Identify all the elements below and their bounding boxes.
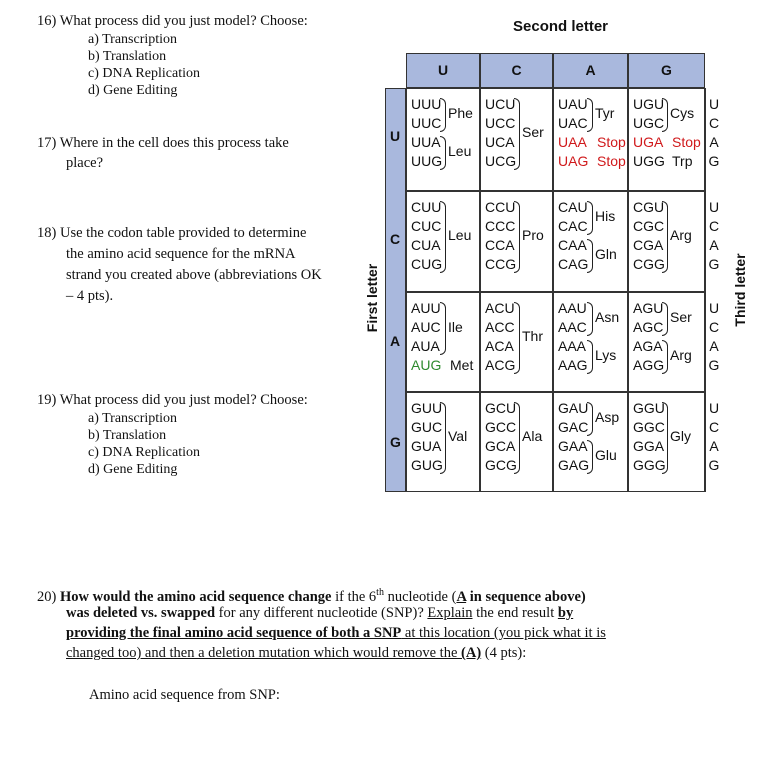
codon: AGU [633, 300, 664, 316]
codon-group-brace [514, 402, 520, 474]
codon: CAU [558, 199, 588, 215]
q20-number: 20) [37, 588, 57, 605]
third-letter-u: U [708, 300, 720, 316]
codon: CUU [411, 199, 442, 215]
amino-acid-label: Asn [595, 309, 620, 325]
q16-number: 16) [37, 13, 57, 29]
codon: CAC [558, 218, 588, 234]
q16-option-d[interactable]: d) Gene Editing [88, 83, 178, 98]
q19-option-d[interactable]: d) Gene Editing [88, 462, 178, 477]
amino-acid-label: Arg [670, 227, 692, 243]
codon-group-brace [440, 201, 446, 273]
codon-group-brace [440, 302, 446, 355]
codon: CAA [558, 237, 587, 253]
codon-group-brace [662, 201, 668, 273]
codon: UCA [485, 134, 515, 150]
q17-number: 17) [37, 135, 57, 151]
amino-acid-label: Lys [595, 347, 617, 363]
third-letter-g: G [708, 153, 720, 169]
codon: UCG [485, 153, 517, 169]
q20-line1 [37, 584, 586, 606]
codon-group-brace [514, 302, 520, 374]
codon: UGC [633, 115, 665, 131]
q20-bold-lead: How would the amino acid sequence change [59, 588, 332, 605]
codon: UUU [411, 96, 442, 112]
q16-option-b[interactable]: b) Translation [88, 49, 167, 64]
codon: ACA [485, 338, 514, 354]
amino-acid-label: Thr [522, 328, 543, 344]
q20-remove-a: (A) [461, 645, 482, 661]
q19-options [88, 410, 200, 478]
third-letter-u: U [708, 199, 720, 215]
second-letter-label: Second letter [513, 18, 609, 35]
q20-text-a: if the 6 [331, 588, 377, 605]
codon: UGG [633, 153, 665, 169]
codon: GUA [411, 438, 442, 454]
q19-option-c[interactable]: c) DNA Replication [88, 445, 200, 460]
codon-group-brace [587, 340, 593, 374]
amino-acid-label: Pro [522, 227, 544, 243]
amino-acid-label: Leu [448, 143, 472, 159]
codon: GUG [411, 457, 443, 473]
third-letter-g: G [708, 357, 720, 373]
third-letter-label: Third letter [732, 253, 748, 327]
amino-acid-label: Ala [522, 428, 543, 444]
third-letter-c: C [708, 319, 720, 335]
third-letter-u: U [708, 400, 720, 416]
amino-acid-label: Asp [595, 409, 620, 425]
q20-deleted-vs-swapped: was deleted vs. swapped [66, 605, 216, 621]
amino-acid-label: Trp [672, 153, 693, 169]
codon: CCC [485, 218, 516, 234]
row-header-g: G [390, 434, 401, 450]
codon: UAA [558, 134, 587, 150]
q20-text-d: in sequence above) [466, 588, 586, 605]
q20-by: by [557, 605, 574, 621]
q20-points: (4 pts): [481, 645, 527, 661]
codon: UUC [411, 115, 442, 131]
col-header-u: U [406, 53, 480, 88]
amino-acid-label: Ser [670, 309, 692, 325]
third-letter-g: G [708, 256, 720, 272]
third-letter-u: U [708, 96, 720, 112]
q18-line3: strand you created above (abbreviations OK [66, 267, 322, 283]
amino-acid-label: Stop [597, 134, 626, 150]
q20-explain: Explain [427, 605, 473, 621]
q20-line3-text: at this location (you pick what it is [401, 625, 606, 641]
q18-number: 18) [37, 225, 57, 241]
codon: CCA [485, 237, 515, 253]
q19-number: 19) [37, 392, 57, 408]
codon: CCG [485, 256, 517, 272]
codon: UCU [485, 96, 516, 112]
q19-prompt [37, 391, 308, 409]
codon: UAC [558, 115, 588, 131]
codon: CGU [633, 199, 665, 215]
codon: CUG [411, 256, 443, 272]
codon: UGA [633, 134, 664, 150]
col-header-a: A [553, 53, 628, 88]
amino-acid-label: Tyr [595, 105, 615, 121]
codon-group-brace [587, 98, 593, 132]
row-header-u: U [390, 128, 401, 144]
codon: AGA [633, 338, 663, 354]
amino-acid-label: Stop [672, 134, 701, 150]
q20-line2-text: for any different nucleotide (SNP)? [215, 605, 428, 621]
amino-acid-label: Met [450, 357, 474, 373]
first-letter-label: First letter [364, 263, 380, 333]
amino-acid-label: Val [448, 428, 468, 444]
codon: AAU [558, 300, 587, 316]
codon: AUG [411, 357, 442, 373]
row-header-a: A [390, 333, 401, 349]
q17-line2: place? [66, 155, 104, 171]
amino-acid-label: Ile [448, 318, 463, 335]
codon: AUC [411, 319, 441, 335]
codon: AGG [633, 357, 665, 373]
codon: CUA [411, 237, 441, 253]
codon: UCC [485, 115, 516, 131]
codon: UUA [411, 134, 441, 150]
third-letter-c: C [708, 115, 720, 131]
third-letter-a: A [709, 338, 719, 354]
third-letter-g: G [708, 457, 720, 473]
codon: GUU [411, 400, 443, 416]
codon-group-brace [514, 201, 520, 273]
codon: GAU [558, 400, 589, 416]
codon-group-brace [440, 402, 446, 474]
third-letter-a: A [709, 134, 719, 150]
third-letter-c: C [708, 218, 720, 234]
q20-line2 [66, 604, 573, 622]
codon: AAC [558, 319, 587, 335]
amino-acid-label: Gly [670, 428, 691, 444]
q20-line4-text: changed too) and then a deletion mutation which would remove the [66, 645, 462, 661]
codon: UAG [558, 153, 589, 169]
row-header-c: C [390, 231, 401, 247]
q16-text: What process did you just model? Choose: [59, 13, 308, 29]
codon: UUG [411, 153, 443, 169]
codon-group-brace [587, 402, 593, 436]
codon: UAU [558, 96, 588, 112]
amino-acid-label: His [595, 208, 616, 224]
third-letter-a: A [709, 237, 719, 253]
q18-prompt [37, 224, 306, 242]
q17-line1: Where in the cell does this process take [59, 135, 289, 151]
q18-line2: the amino acid sequence for the mRNA [66, 246, 296, 262]
q20-final-sequence: providing the final amino acid sequence of both a SNP [66, 625, 402, 641]
snp-answer-label: Amino acid sequence from SNP: [89, 687, 280, 703]
q20-text-b: nucleotide ( [383, 588, 457, 605]
codon-group-brace [514, 98, 520, 170]
amino-acid-label: Gln [595, 246, 617, 262]
amino-acid-label: Cys [670, 105, 695, 121]
codon: AAG [558, 357, 588, 373]
codon: ACC [485, 319, 515, 335]
codon: ACU [485, 300, 515, 316]
codon-group-brace [662, 302, 668, 336]
codon: AUU [411, 300, 441, 316]
codon: GAA [558, 438, 588, 454]
q18-line4: – 4 pts). [66, 288, 114, 304]
codon: AAA [558, 338, 587, 354]
q20-nucleotide-a: A [456, 588, 467, 605]
codon: CGG [633, 256, 665, 272]
q20-line3 [66, 624, 606, 642]
codon: GCC [485, 419, 517, 435]
codon: CUC [411, 218, 442, 234]
codon: GCU [485, 400, 517, 416]
codon: CGC [633, 218, 665, 234]
q19-text: What process did you just model? Choose: [59, 392, 308, 408]
codon-group-brace [440, 98, 446, 132]
codon-group-brace [587, 239, 593, 273]
codon: CGA [633, 237, 664, 253]
codon: GAG [558, 457, 590, 473]
codon-group-brace [662, 340, 668, 374]
codon: UGU [633, 96, 665, 112]
third-letter-a: A [709, 438, 719, 454]
codon: GGA [633, 438, 665, 454]
codon-group-brace [440, 136, 446, 170]
amino-acid-label: Phe [448, 105, 473, 121]
codon: GGU [633, 400, 665, 416]
col-header-c: C [480, 53, 553, 88]
q19-option-b[interactable]: b) Translation [88, 428, 167, 443]
q18-line1: Use the codon table provided to determine [59, 225, 307, 241]
q17-prompt [37, 134, 289, 152]
q20-sup: th [376, 587, 384, 598]
codon: GUC [411, 419, 443, 435]
amino-acid-label: Leu [448, 227, 472, 243]
codon-group-brace [662, 402, 668, 474]
q19-option-a[interactable]: a) Transcription [88, 411, 178, 426]
col-header-g: G [628, 53, 705, 88]
amino-acid-label: Arg [670, 347, 692, 363]
codon-group-brace [662, 98, 668, 132]
amino-acid-label: Stop [597, 153, 626, 169]
row-header-column [385, 88, 406, 492]
q20-line4 [66, 644, 526, 662]
q16-option-a[interactable]: a) Transcription [88, 32, 178, 47]
codon: GGG [633, 457, 666, 473]
amino-acid-label: Ser [522, 124, 544, 140]
q20-line2-text2: the end result [472, 605, 558, 621]
codon: GCG [485, 457, 517, 473]
codon-group-brace [587, 440, 593, 474]
q16-option-c[interactable]: c) DNA Replication [88, 66, 200, 81]
q16-prompt [37, 12, 308, 30]
codon: CAG [558, 256, 589, 272]
codon: GGC [633, 419, 665, 435]
codon: ACG [485, 357, 516, 373]
codon-group-brace [587, 201, 593, 235]
q16-options [88, 31, 200, 99]
amino-acid-label: Glu [595, 447, 617, 463]
codon: AUA [411, 338, 440, 354]
third-letter-c: C [708, 419, 720, 435]
codon: GAC [558, 419, 589, 435]
codon-group-brace [587, 302, 593, 336]
codon: GCA [485, 438, 516, 454]
codon: AGC [633, 319, 664, 335]
codon: CCU [485, 199, 516, 215]
